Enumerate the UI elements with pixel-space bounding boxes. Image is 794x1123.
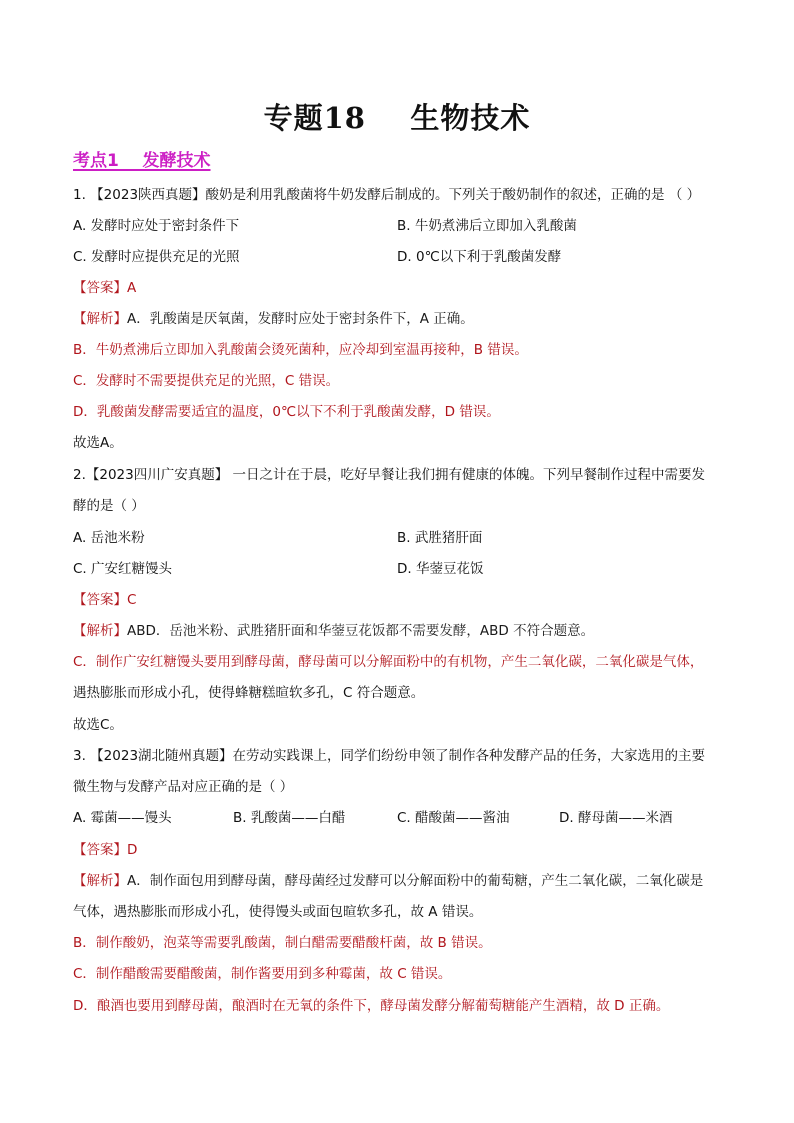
q3-option-c: C. 醋酸菌——酱油 (397, 810, 510, 826)
q1-explanation-line: D．乳酸菌发酵需要适宜的温度，0℃以下不利于乳酸菌发酵，D 错误。 (73, 404, 500, 420)
q1-option-b: B. 牛奶煮沸后立即加入乳酸菌 (397, 218, 577, 234)
q3-answer: 【答案】D (73, 842, 138, 858)
q2-option-b: B. 武胜猪肝面 (397, 530, 483, 546)
q3-explanation-line (73, 872, 703, 890)
q2-explain-label: 【解析】 (73, 623, 127, 639)
q1-option-a: A. 发酵时应处于密封条件下 (73, 218, 240, 234)
q1-answer: 【答案】A (73, 280, 137, 296)
q1-explain-label: 【解析】 (73, 311, 127, 327)
q2-explanation-line: 遇热膨胀而形成小孔，使得蜂糖糕暄软多孔，C 符合题意。 (73, 685, 425, 701)
q3-option-d: D. 酵母菌——米酒 (559, 810, 673, 826)
q1-explanation-line: B．牛奶煮沸后立即加入乳酸菌会烫死菌种，应冷却到室温再接种，B 错误。 (73, 342, 528, 358)
q1-option-c: C. 发酵时应提供充足的光照 (73, 249, 240, 265)
q1-explain-text: A．乳酸菌是厌氧菌，发酵时应处于密封条件下，A 正确。 (127, 311, 474, 327)
q3-option-a: A. 霉菌——馒头 (73, 810, 172, 826)
q1-explanation-line (73, 310, 474, 328)
q3-explanation-line: C．制作醋酸需要醋酸菌，制作酱要用到多种霉菌，故 C 错误。 (73, 966, 452, 982)
q2-option-a: A. 岳池米粉 (73, 530, 145, 546)
question-3-stem: 3. 【2023湖北随州真题】在劳动实践课上，同学们纷纷申领了制作各种发酵产品的任务，大家选用的主要 (73, 748, 706, 764)
section-heading: 考点1 发酵技术 (73, 151, 211, 171)
q1-explanation-line: C．发酵时不需要提供充足的光照，C 错误。 (73, 373, 340, 389)
question-3-stem: 微生物与发酵产品对应正确的是（ ） (73, 779, 294, 795)
page-title: 专题18 生物技术 (263, 101, 531, 135)
q3-explanation-line: B．制作酸奶，泡菜等需要乳酸菌，制白醋需要醋酸杆菌，故 B 错误。 (73, 935, 492, 951)
question-1-stem: 1. 【2023陕西真题】酸奶是利用乳酸菌将牛奶发酵后制成的。下列关于酸奶制作的叙述，正确的是 （ ） (73, 187, 701, 203)
question-2-stem: 2.【2023四川广安真题】 一日之计在于晨，吃好早餐让我们拥有健康的体魄。下列早餐制作过程中需要发 (73, 467, 706, 483)
question-2-stem: 酵的是（ ） (73, 498, 145, 514)
q3-option-b: B. 乳酸菌——白醋 (233, 810, 346, 826)
q2-explanation-line (73, 622, 594, 640)
q3-explain-label: 【解析】 (73, 873, 127, 889)
q3-explanation-line: D．酿酒也要用到酵母菌，酿酒时在无氧的条件下，酵母菌发酵分解葡萄糖能产生酒精，故 D 正确。 (73, 998, 670, 1014)
q1-conclusion: 故选A。 (73, 435, 123, 451)
q1-option-d: D. 0℃以下利于乳酸菌发酵 (397, 249, 562, 265)
q2-conclusion: 故选C。 (73, 717, 123, 733)
q2-explain-text: ABD．岳池米粉、武胜猪肝面和华蓥豆花饭都不需要发酵，ABD 不符合题意。 (127, 623, 595, 639)
q3-explanation-line: 气体，遇热膨胀而形成小孔，使得馒头或面包暄软多孔，故 A 错误。 (73, 904, 483, 920)
q2-option-d: D. 华蓥豆花饭 (397, 561, 484, 577)
q2-explanation-line: C．制作广安红糖馒头要用到酵母菌，酵母菌可以分解面粉中的有机物，产生二氧化碳，二氧化碳是气体， (73, 654, 704, 670)
q2-option-c: C. 广安红糖馒头 (73, 561, 173, 577)
q3-explain-text: A．制作面包用到酵母菌，酵母菌经过发酵可以分解面粉中的葡萄糖，产生二氧化碳，二氧化碳是 (127, 873, 704, 889)
q2-answer: 【答案】C (73, 592, 137, 608)
